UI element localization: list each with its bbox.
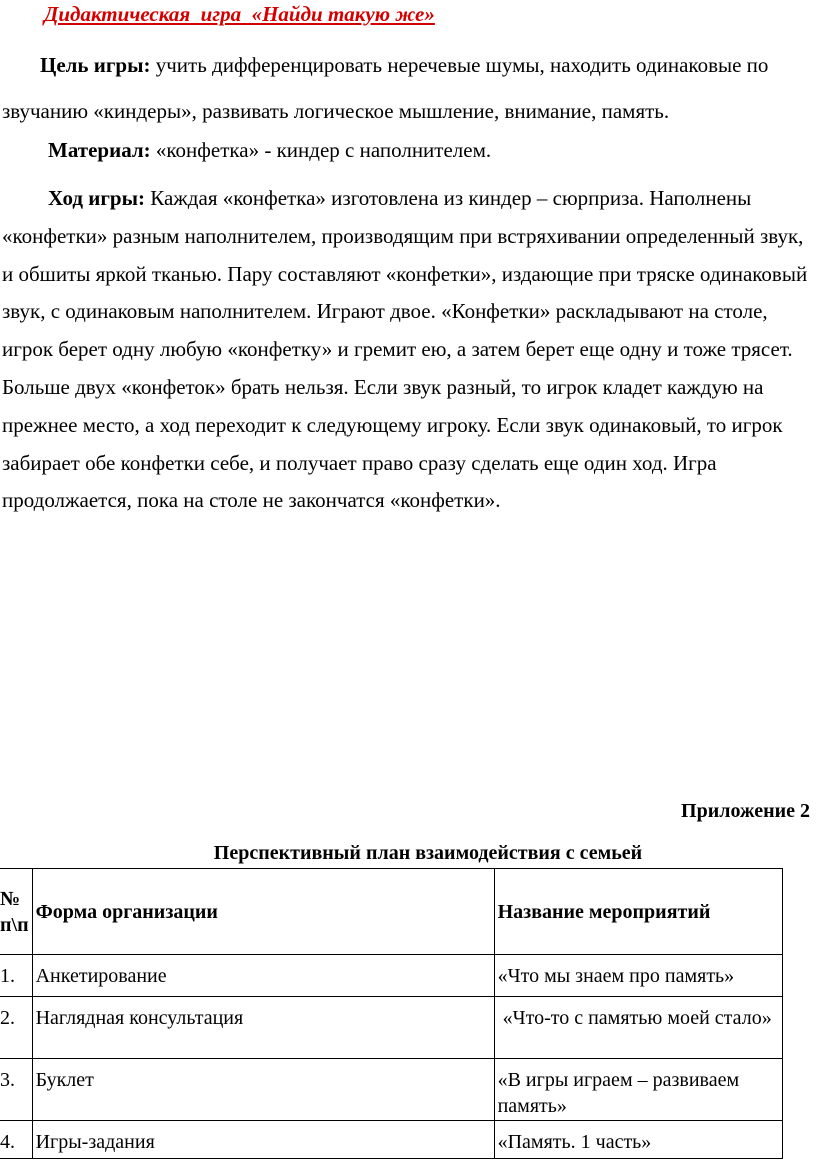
- process-paragraph: [2, 180, 814, 520]
- material-paragraph: [2, 134, 814, 166]
- row-form: Игры-задания: [32, 1121, 494, 1159]
- row-name: «В игры играем – развиваем память»: [494, 1059, 782, 1121]
- row-form: Буклет: [32, 1059, 494, 1121]
- row-form: Наглядная консультация: [32, 997, 494, 1059]
- process-label: Ход игры:: [48, 186, 145, 210]
- game-description: [2, 42, 814, 520]
- game-title: Дидактическая игра «Найди такую же»: [44, 2, 435, 26]
- table-title: Перспективный план взаимодействия с семьей: [213, 842, 643, 864]
- goal-label: Цель игры:: [40, 53, 151, 77]
- header-form: Форма организации: [32, 869, 494, 955]
- table-header-row: [0, 869, 782, 955]
- goal-paragraph: [2, 42, 814, 134]
- header-name: Название мероприятий: [494, 869, 782, 955]
- header-num: № п\п: [0, 869, 32, 955]
- table-row: [0, 1121, 782, 1159]
- row-name: «Что-то с памятью моей стало»: [494, 997, 782, 1059]
- material-text: «конфетка» - киндер с наполнителем.: [150, 138, 492, 162]
- row-name: «Память. 1 часть»: [494, 1121, 782, 1159]
- row-num: 4.: [0, 1121, 32, 1159]
- row-form: Анкетирование: [32, 955, 494, 997]
- row-num: 1.: [0, 955, 32, 997]
- table-row: [0, 1059, 782, 1121]
- appendix-label: Приложение 2: [681, 800, 810, 822]
- row-num: 3.: [0, 1059, 32, 1121]
- family-plan-table: [0, 868, 783, 1159]
- material-label: Материал:: [48, 138, 151, 162]
- process-text: Каждая «конфетка» изготовлена из киндер – сюрприза. Наполнены «конфетки» разным наполнителем, производящим при встряхивании определенный звук, и обшиты яркой тканью. Пару составляют «конфетки», издающие при тряске одинаковый звук, с одинаковым наполнителем. Играют двое. «Конфетки» раскладывают на столе, игрок берет одну любую «конфетку» и гремит ею, а затем берет еще одну и тоже трясет. Больше двух «конфеток» брать нельзя. Если звук разный, то игрок кладет каждую на прежнее место, а ход переходит к следующему игроку. Если звук одинаковый, то игрок забирает обе конфетки себе, и получает право сразу сделать еще один ход. Игра продолжается, пока на столе не закончатся «конфетки».: [2, 186, 808, 513]
- row-num: 2.: [0, 997, 32, 1059]
- table-row: [0, 997, 782, 1059]
- goal-text: учить дифференцировать неречевые шумы, находить одинаковые по звучанию «киндеры», развивать логическое мышление, внимание, память.: [2, 53, 769, 123]
- table-row: [0, 955, 782, 997]
- row-name: «Что мы знаем про память»: [494, 955, 782, 997]
